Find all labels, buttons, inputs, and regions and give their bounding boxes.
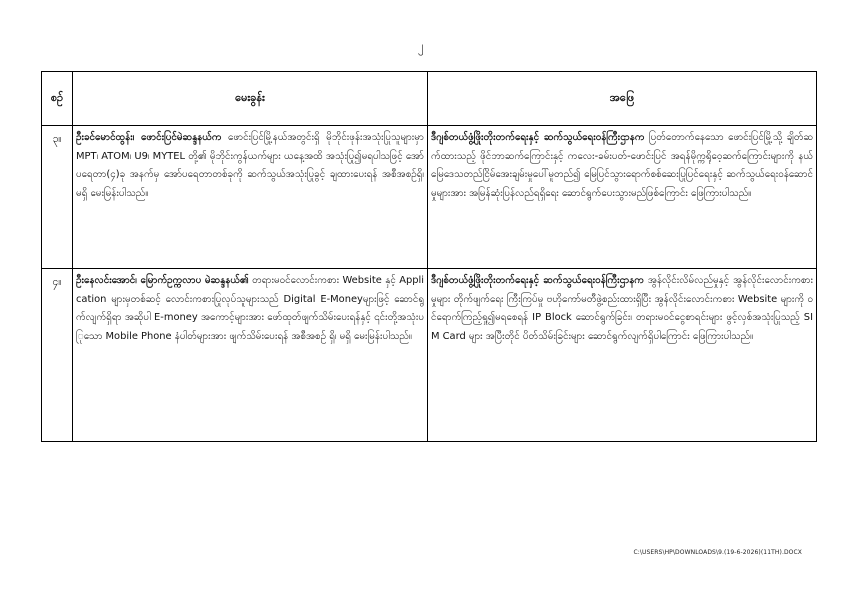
footer-file-path: C:\USERS\HP\DOWNLOADS\9.(19-6-2026)(11TH).DOCX [633, 549, 802, 556]
page-number: ၂ [418, 39, 424, 53]
question-text: တရားမဝင်လောင်းကစား Website နှင့် Application များမှတစ်ဆင့် လောင်းကစားပြုလုပ်သူများသည် Digital E-Moneyများဖြင့် ဆောင်ရွက်လျက်ရှိရာ အဆိုပါ E-money အကောင့်များအား ဖော်ထုတ်ဖျက်သိမ်းပေးရန်နှင့် ၎င်းတို့အသုံးပြုသော Mobile Phone နံပါတ်များအား ဖျက်သိမ်းပေးရန် အစီအစဉ် ရှိ၊ မရှိ မေးမြန်းပါသည်။ [76, 275, 425, 342]
question-answer-table [41, 71, 817, 442]
row-number-cell [42, 126, 73, 269]
row-number: ၃။ [52, 133, 62, 145]
answer-speaker: ဒီဂျစ်တယ်ဖွံ့ဖြိုးတိုးတက်ရေးနှင့် ဆက်သွယ်ရေးဝန်ကြီးဌာနက [431, 132, 645, 143]
header-number: စဉ် [42, 72, 73, 126]
answer-paragraph [428, 269, 816, 349]
answer-speaker: ဒီဂျစ်တယ်ဖွံ့ဖြိုးတိုးတက်ရေးနှင့် ဆက်သွယ်ရေးဝန်ကြီးဌာနက [431, 275, 644, 286]
question-text: ဖောင်းပြင်မြို့နယ်အတွင်းရှိ မိုဘိုင်းဖုန်းအသုံးပြုသူများမှာ MPT၊ ATOM၊ U9၊ MYTEL တို့၏ မိုဘိုင်းကွန်ယက်များ ယနေ့အထိ အသုံးပြု၍မရပါသဖြင့် အော်ပရေတာ(၄)ခု အနက်မှ အော်ပရေတာတစ်ခုကို ဆက်သွယ်အသုံးပြုခွင့် ချထားပေးရန် အစီအစဉ်ရှိ၊ မရှိ မေးမြန်းပါသည်။ [76, 132, 424, 199]
header-question: မေးခွန်း [73, 72, 428, 126]
header-answer: အဖြေ [428, 72, 817, 126]
answer-cell [428, 269, 817, 442]
answer-text: ပြတ်တောက်နေသော ဖောင်းပြင်မြို့သို့ ချိတ်ဆက်ထားသည့် ဖိုင်ဘာဆက်ကြောင်းနှင့် ကလေး-ခမ်းပတ်-ဖောင်းပြင် အရန်မိုက္ကရိုဝေ့ဆက်ကြောင်းများကို နယ်မြေဒေသတည်ငြိမ်အေးချမ်းမှုပေါ်မူတည်၍ မြေပြင်သွားရောက်စစ်ဆေးပြုပြင်ရေးနှင့် ဆက်သွယ်ရေးဝန်ဆောင်မှုများအား အမြန်ဆုံးပြန်လည်ရရှိရေး ဆောင်ရွက်ပေးသွားမည်ဖြစ်ကြောင်း ဖြေကြားပါသည်။ [431, 132, 813, 199]
row-number: ၄။ [52, 276, 62, 288]
table-header-row [42, 72, 817, 126]
question-paragraph [73, 126, 427, 206]
table-row [42, 126, 817, 269]
question-speaker: ဦးခင်မောင်ထွန်း၊ ဖောင်းပြင်မဲဆန္ဒနယ်က [76, 132, 222, 143]
answer-cell [428, 126, 817, 269]
answer-paragraph [428, 126, 816, 206]
answer-text: အွန်လိုင်းလိမ်လည်မှုနှင့် အွန်လိုင်းလောင်းကစားမှုများ တိုက်ဖျက်ရေး ကြီးကြပ်မှု ဗဟိုကော်မတီဖွဲ့စည်းထားရှိပြီး အွန်လိုင်းလောင်းကစား Website များကို ဝင်ရောက်ကြည့်ရှု၍မရစေရန် IP Block ဆောင်ရွက်ခြင်း၊ တရားမဝင်ငွေစာရင်းများ ဖွင့်လှစ်အသုံးပြုသည့် SIM Card များ အပြီးတိုင် ပိတ်သိမ်းခြင်းများ ဆောင်ရွက်လျက်ရှိပါကြောင်း ဖြေကြားပါသည်။ [431, 275, 813, 342]
question-cell [73, 126, 428, 269]
row-number-cell [42, 269, 73, 442]
question-paragraph [73, 269, 427, 349]
table-row [42, 269, 817, 442]
question-speaker: ဦးနေလင်းအောင်၊ မြောက်ဥက္ကလာပ မဲဆန္ဒနယ်၏ [76, 275, 249, 286]
question-cell [73, 269, 428, 442]
